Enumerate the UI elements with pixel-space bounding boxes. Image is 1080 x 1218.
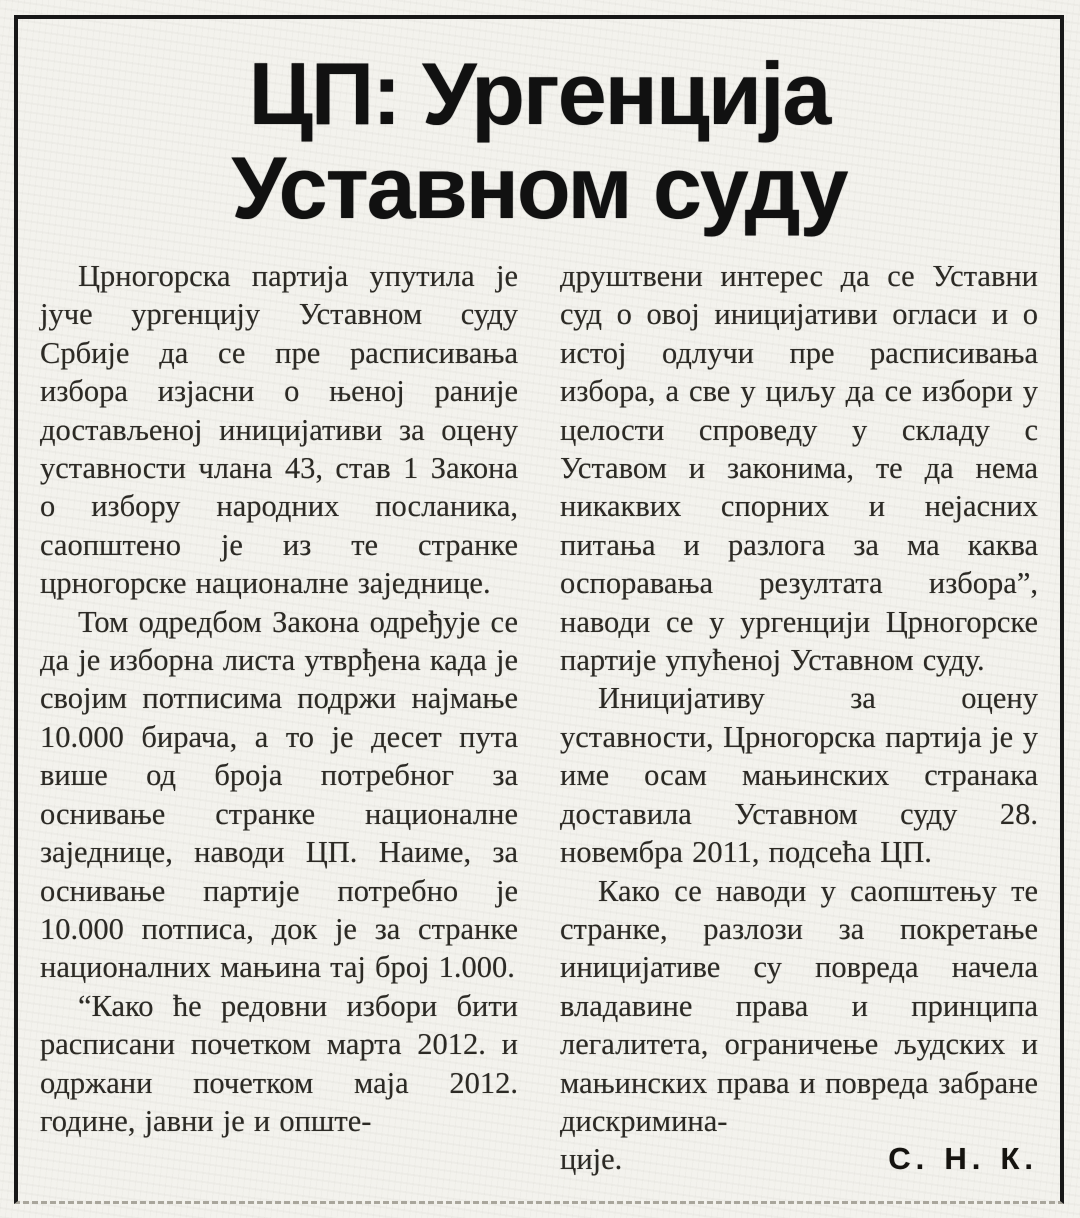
article-headline [18,44,1060,237]
article-frame [14,15,1064,1204]
headline-line-1: ЦП: Ургенција [248,44,830,143]
author-byline: С. Н. К. [888,1141,1038,1177]
paragraph-last-line: ције. [560,1142,623,1177]
left-column [40,257,518,1179]
paragraph-reasons: Како се наводи у саопштењу те странке, разлози за покретање иницијативе су повреда начела владавине права и принципа легалитета, ограничење људских и мањинских права и повреда забране дискримина- [560,873,1038,1138]
headline-line-2: Уставном суду [231,138,847,237]
right-column [560,257,1038,1179]
byline-row [560,1140,1038,1178]
paragraph-initiative: Иницијативу за оцену уставности, Црногорска партија је у име осам мањинских странака доставила Уставном суду 28. новембра 2011, подсећа ЦП. [560,681,1038,870]
paragraph-law-provision: Том одредбом Закона одређује се да је изборна листа утврђена када је својим потписима подржи најмање 10.000 бирача, а то је десет пута више од броја потребног за оснивање странке националне заједнице, наводи ЦП. Наиме, за оснивање партије потребно је 10.000 потписа, док је за странке националних мањина тај број 1.000. [40,604,518,985]
paragraph-quote-continuation: друштвени интерес да се Уставни суд о овој иницијативи огласи и о истој одлучи пре расписивања избора, а све у циљу да се избори у целости спроведу у складу с Уставом и законима, те да нема никаквих спорних и нејасних питања и разлога за ма каква оспоравања резултата избора”, наводи се у ургенцији Црногорске партије упућеној Уставном суду. [560,259,1038,678]
paragraph-lead: Црногорска партија упутила је јуче ургенцију Уставном суду Србије да се пре расписивања избора изјасни о њеној раније достављеној иницијативи за оцену уставности члана 43, став 1 Закона о избору народних посланика, саопштено је из те странке црногорске националне заједнице. [40,259,518,601]
paragraph-quote-start: “Како ће редовни избори бити расписани почетком марта 2012. и одржани почетком маја 2012. године, јавни је и опште- [40,988,518,1138]
article-columns [18,235,1060,1179]
